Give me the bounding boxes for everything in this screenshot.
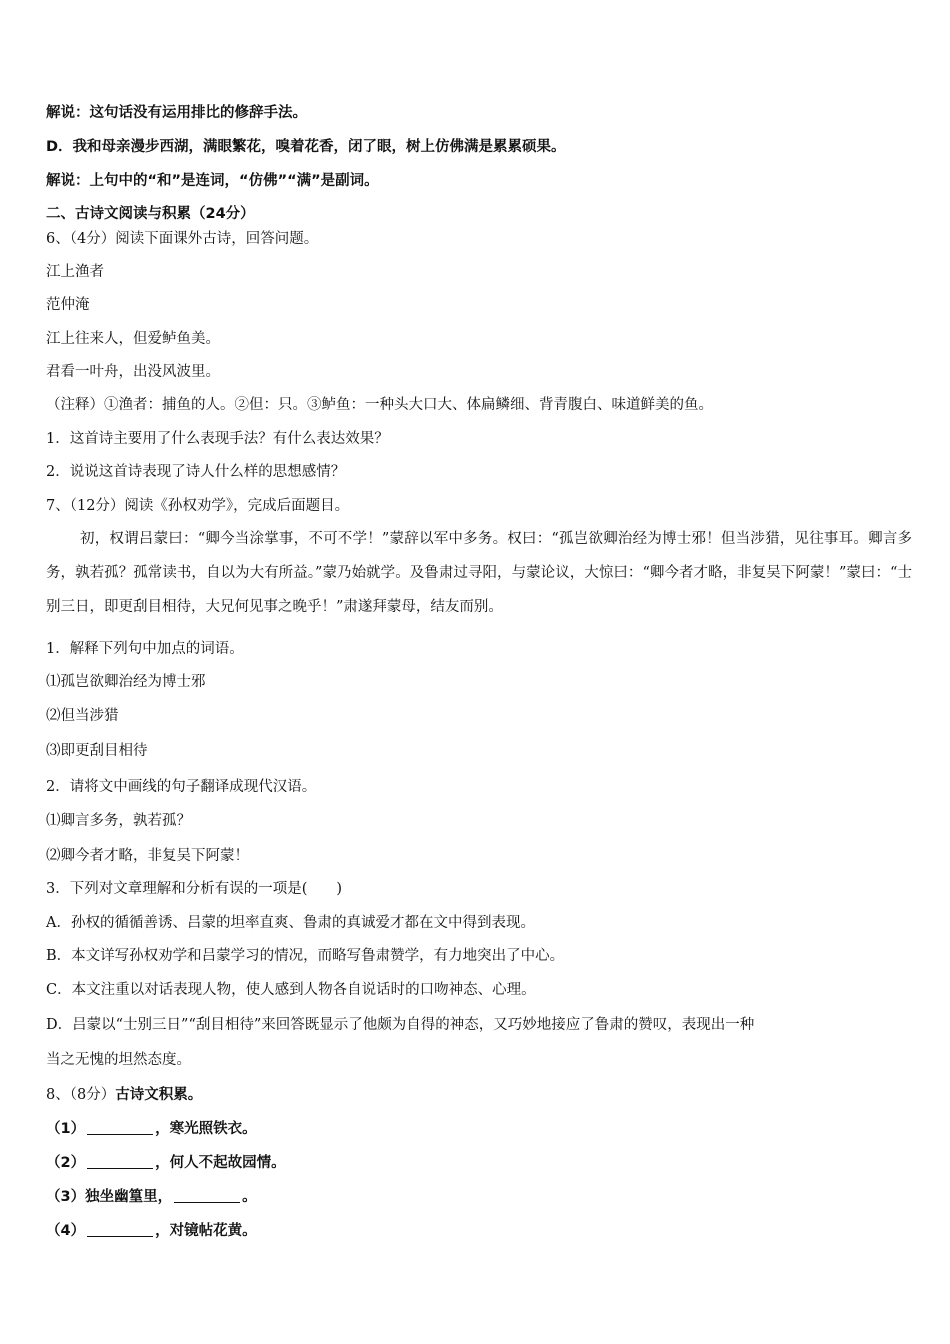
q7-sub-2-item-1: ⑴卿言多务，孰若孤？ <box>46 813 191 829</box>
q7-option-d: D．吕蒙以“士别三日”“刮目相待”来回答既显示了他颇为自得的神态，又巧妙地接应了鲁肃的赞叹，表现出一种 <box>46 1017 755 1033</box>
q6-prompt: 6、（4分）阅读下面课外古诗，回答问题。 <box>46 231 319 247</box>
q7-passage <box>46 522 912 624</box>
passage-text: 初，权谓吕蒙曰：“卿今当涂掌事，不可不学！”蒙辞以军中多务。权曰：“孤岂欲卿治经为博士邪！但当涉猎，见往事耳。卿言多务，孰若孤？孤常读书，自以为大有所益。”蒙乃始就学。及鲁肃过寻阳，与蒙论议，大惊曰：“卿今者才略，非复吴下阿蒙！”蒙曰：“士别三日，即更刮目相待，大兄何见事之晚乎！”肃遂拜蒙母，结友而别。 <box>46 531 912 615</box>
q7-sub-3: 3．下列对文章理解和分析有误的一项是( ) <box>46 881 343 897</box>
q8-item-3: （3）独坐幽篁里， 。 <box>46 1189 257 1205</box>
explanation-d: 解说：上句中的“和”是连词，“仿佛”“满”是副词。 <box>46 173 379 189</box>
q7-option-b: B．本文详写孙权劝学和吕蒙学习的情况，而略写鲁肃赞学，有力地突出了中心。 <box>46 948 565 964</box>
explanation-c: 解说：这句话没有运用排比的修辞手法。 <box>46 105 307 121</box>
fill-blank[interactable] <box>87 1222 153 1237</box>
q7-sub-1-item-2: ⑵但当涉猎 <box>46 708 119 724</box>
q8-title: 古诗文积累。 <box>115 1087 203 1103</box>
q6-sub-1: 1．这首诗主要用了什么表现手法？有什么表达效果？ <box>46 431 389 447</box>
q7-sub-1-item-1: ⑴孤岂欲卿治经为博士邪 <box>46 674 206 690</box>
q8-item-2: （2） ，何人不起故园情。 <box>46 1155 286 1171</box>
q8-prompt <box>46 1085 202 1105</box>
fill-blank[interactable] <box>87 1154 153 1169</box>
section-heading: 二、古诗文阅读与积累（24分） <box>46 206 255 222</box>
poem-line-2: 君看一叶舟，出没风波里。 <box>46 364 220 380</box>
q8-item-4: （4） ，对镜帖花黄。 <box>46 1223 257 1239</box>
poem-title: 江上渔者 <box>46 264 104 280</box>
q7-sub-1: 1．解释下列句中加点的词语。 <box>46 641 244 657</box>
poem-author: 范仲淹 <box>46 297 90 313</box>
q7-option-d-cont: 当之无愧的坦然态度。 <box>46 1052 191 1068</box>
q7-option-c: C．本文注重以对话表现人物，使人感到人物各自说话时的口吻神态、心理。 <box>46 982 536 998</box>
q7-prompt: 7、（12分）阅读《孙权劝学》，完成后面题目。 <box>46 498 350 514</box>
q7-sub-1-item-3: ⑶即更刮目相待 <box>46 743 148 759</box>
fill-blank[interactable] <box>174 1188 240 1203</box>
poem-note: （注释）①渔者：捕鱼的人。②但：只。③鲈鱼：一种头大口大、体扁鳞细、背青腹白、味道鲜美的鱼。 <box>46 397 713 413</box>
poem-line-1: 江上往来人，但爱鲈鱼美。 <box>46 331 220 347</box>
q6-sub-2: 2．说说这首诗表现了诗人什么样的思想感情？ <box>46 464 346 480</box>
fill-blank[interactable] <box>87 1120 153 1135</box>
q8-item-1: （1） ，寒光照铁衣。 <box>46 1121 257 1137</box>
q7-sub-2-item-2: ⑵卿今者才略，非复吴下阿蒙！ <box>46 848 249 864</box>
option-d: D．我和母亲漫步西湖，满眼繁花，嗅着花香，闭了眼，树上仿佛满是累累硕果。 <box>46 139 566 155</box>
q8-number: 8、（8分） <box>46 1087 116 1103</box>
q7-sub-2: 2．请将文中画线的句子翻译成现代汉语。 <box>46 779 317 795</box>
q7-option-a: A．孙权的循循善诱、吕蒙的坦率直爽、鲁肃的真诚爱才都在文中得到表现。 <box>46 915 535 931</box>
